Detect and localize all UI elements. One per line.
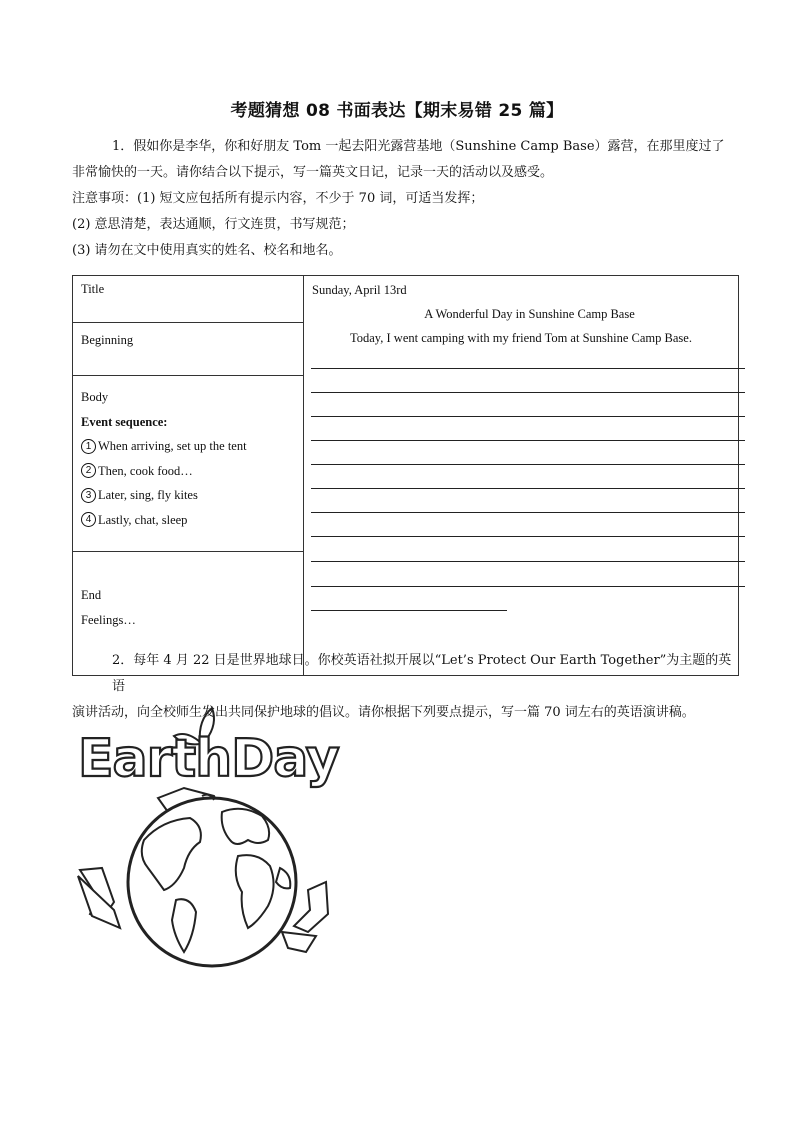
page-title: 考题猜想 08 书面表达【期末易错 25 篇】: [230, 101, 564, 121]
beginning-label: Beginning: [81, 333, 134, 347]
q2-prompt-line-2: 演讲活动，向全校师生发出共同保护地球的倡议。请你根据下列要点提示，写一篇 70 词左右的英语演讲稿。: [72, 705, 695, 720]
circled-number: 2: [81, 463, 96, 478]
event-item: [81, 508, 295, 533]
writing-line-short[interactable]: [311, 610, 507, 611]
writing-line[interactable]: [311, 368, 745, 369]
circled-number: 1: [81, 439, 96, 454]
event-text: Then, cook food…: [98, 463, 193, 478]
event-sequence-heading: Event sequence:: [81, 414, 168, 429]
earth-day-illustration: [72, 700, 342, 970]
question-1: [72, 134, 732, 264]
diary-first-line: Today, I went camping with my friend Tom at Sunshine Camp Base.: [350, 331, 692, 345]
writing-line[interactable]: [311, 561, 745, 562]
event-item: [81, 434, 295, 459]
feelings-label: Feelings…: [81, 612, 136, 627]
body-cell: [73, 376, 304, 552]
writing-line[interactable]: [311, 586, 745, 587]
beginning-cell: [73, 323, 304, 376]
circled-number: 4: [81, 512, 96, 527]
q1-note-1: 注意事项：(1) 短文应包括所有提示内容，不少于 70 词，可适当发挥；: [72, 191, 484, 206]
writing-line[interactable]: [311, 440, 745, 441]
event-text: When arriving, set up the tent: [98, 439, 247, 453]
earth-day-logo-text: EarthDay: [78, 729, 339, 789]
event-text: Later, sing, fly kites: [98, 488, 198, 502]
writing-line[interactable]: [311, 512, 745, 513]
circled-number: 3: [81, 488, 96, 503]
writing-outline-table: [72, 275, 739, 676]
writing-line[interactable]: [311, 464, 745, 465]
body-label: Body: [81, 390, 109, 404]
writing-line[interactable]: [311, 416, 745, 417]
writing-line[interactable]: [311, 536, 745, 537]
earth-day-globe-icon: [72, 700, 342, 970]
q1-prompt-line-2: 非常愉快的一天。请你结合以下提示，写一篇英文日记，记录一天的活动以及感受。: [72, 165, 554, 180]
diary-writing-area: [304, 276, 739, 676]
q1-note-2: (2) 意思清楚，表达通顺，行文连贯，书写规范；: [72, 217, 355, 232]
writing-line[interactable]: [311, 488, 745, 489]
event-text: Lastly, chat, sleep: [98, 512, 188, 527]
event-item: [81, 459, 295, 484]
q1-prompt-line-1: 1．假如你是李华，你和好朋友 Tom 一起去阳光露营基地（Sunshine Camp Base）露营，在那里度过了: [112, 139, 725, 154]
q2-prompt-line-1: 2．每年 4 月 22 日是世界地球日。你校英语社拟开展以“Let’s Protect Our Earth Together”为主题的英语: [112, 653, 732, 694]
writing-line[interactable]: [311, 392, 745, 393]
q1-note-3: (3) 请勿在文中使用真实的姓名、校名和地名。: [72, 243, 342, 258]
title-label: Title: [81, 282, 105, 296]
end-label: End: [81, 588, 102, 602]
title-cell: [73, 276, 304, 323]
diary-title: A Wonderful Day in Sunshine Camp Base: [424, 307, 635, 321]
diary-date: Sunday, April 13rd: [312, 283, 407, 297]
event-item: [81, 483, 295, 508]
